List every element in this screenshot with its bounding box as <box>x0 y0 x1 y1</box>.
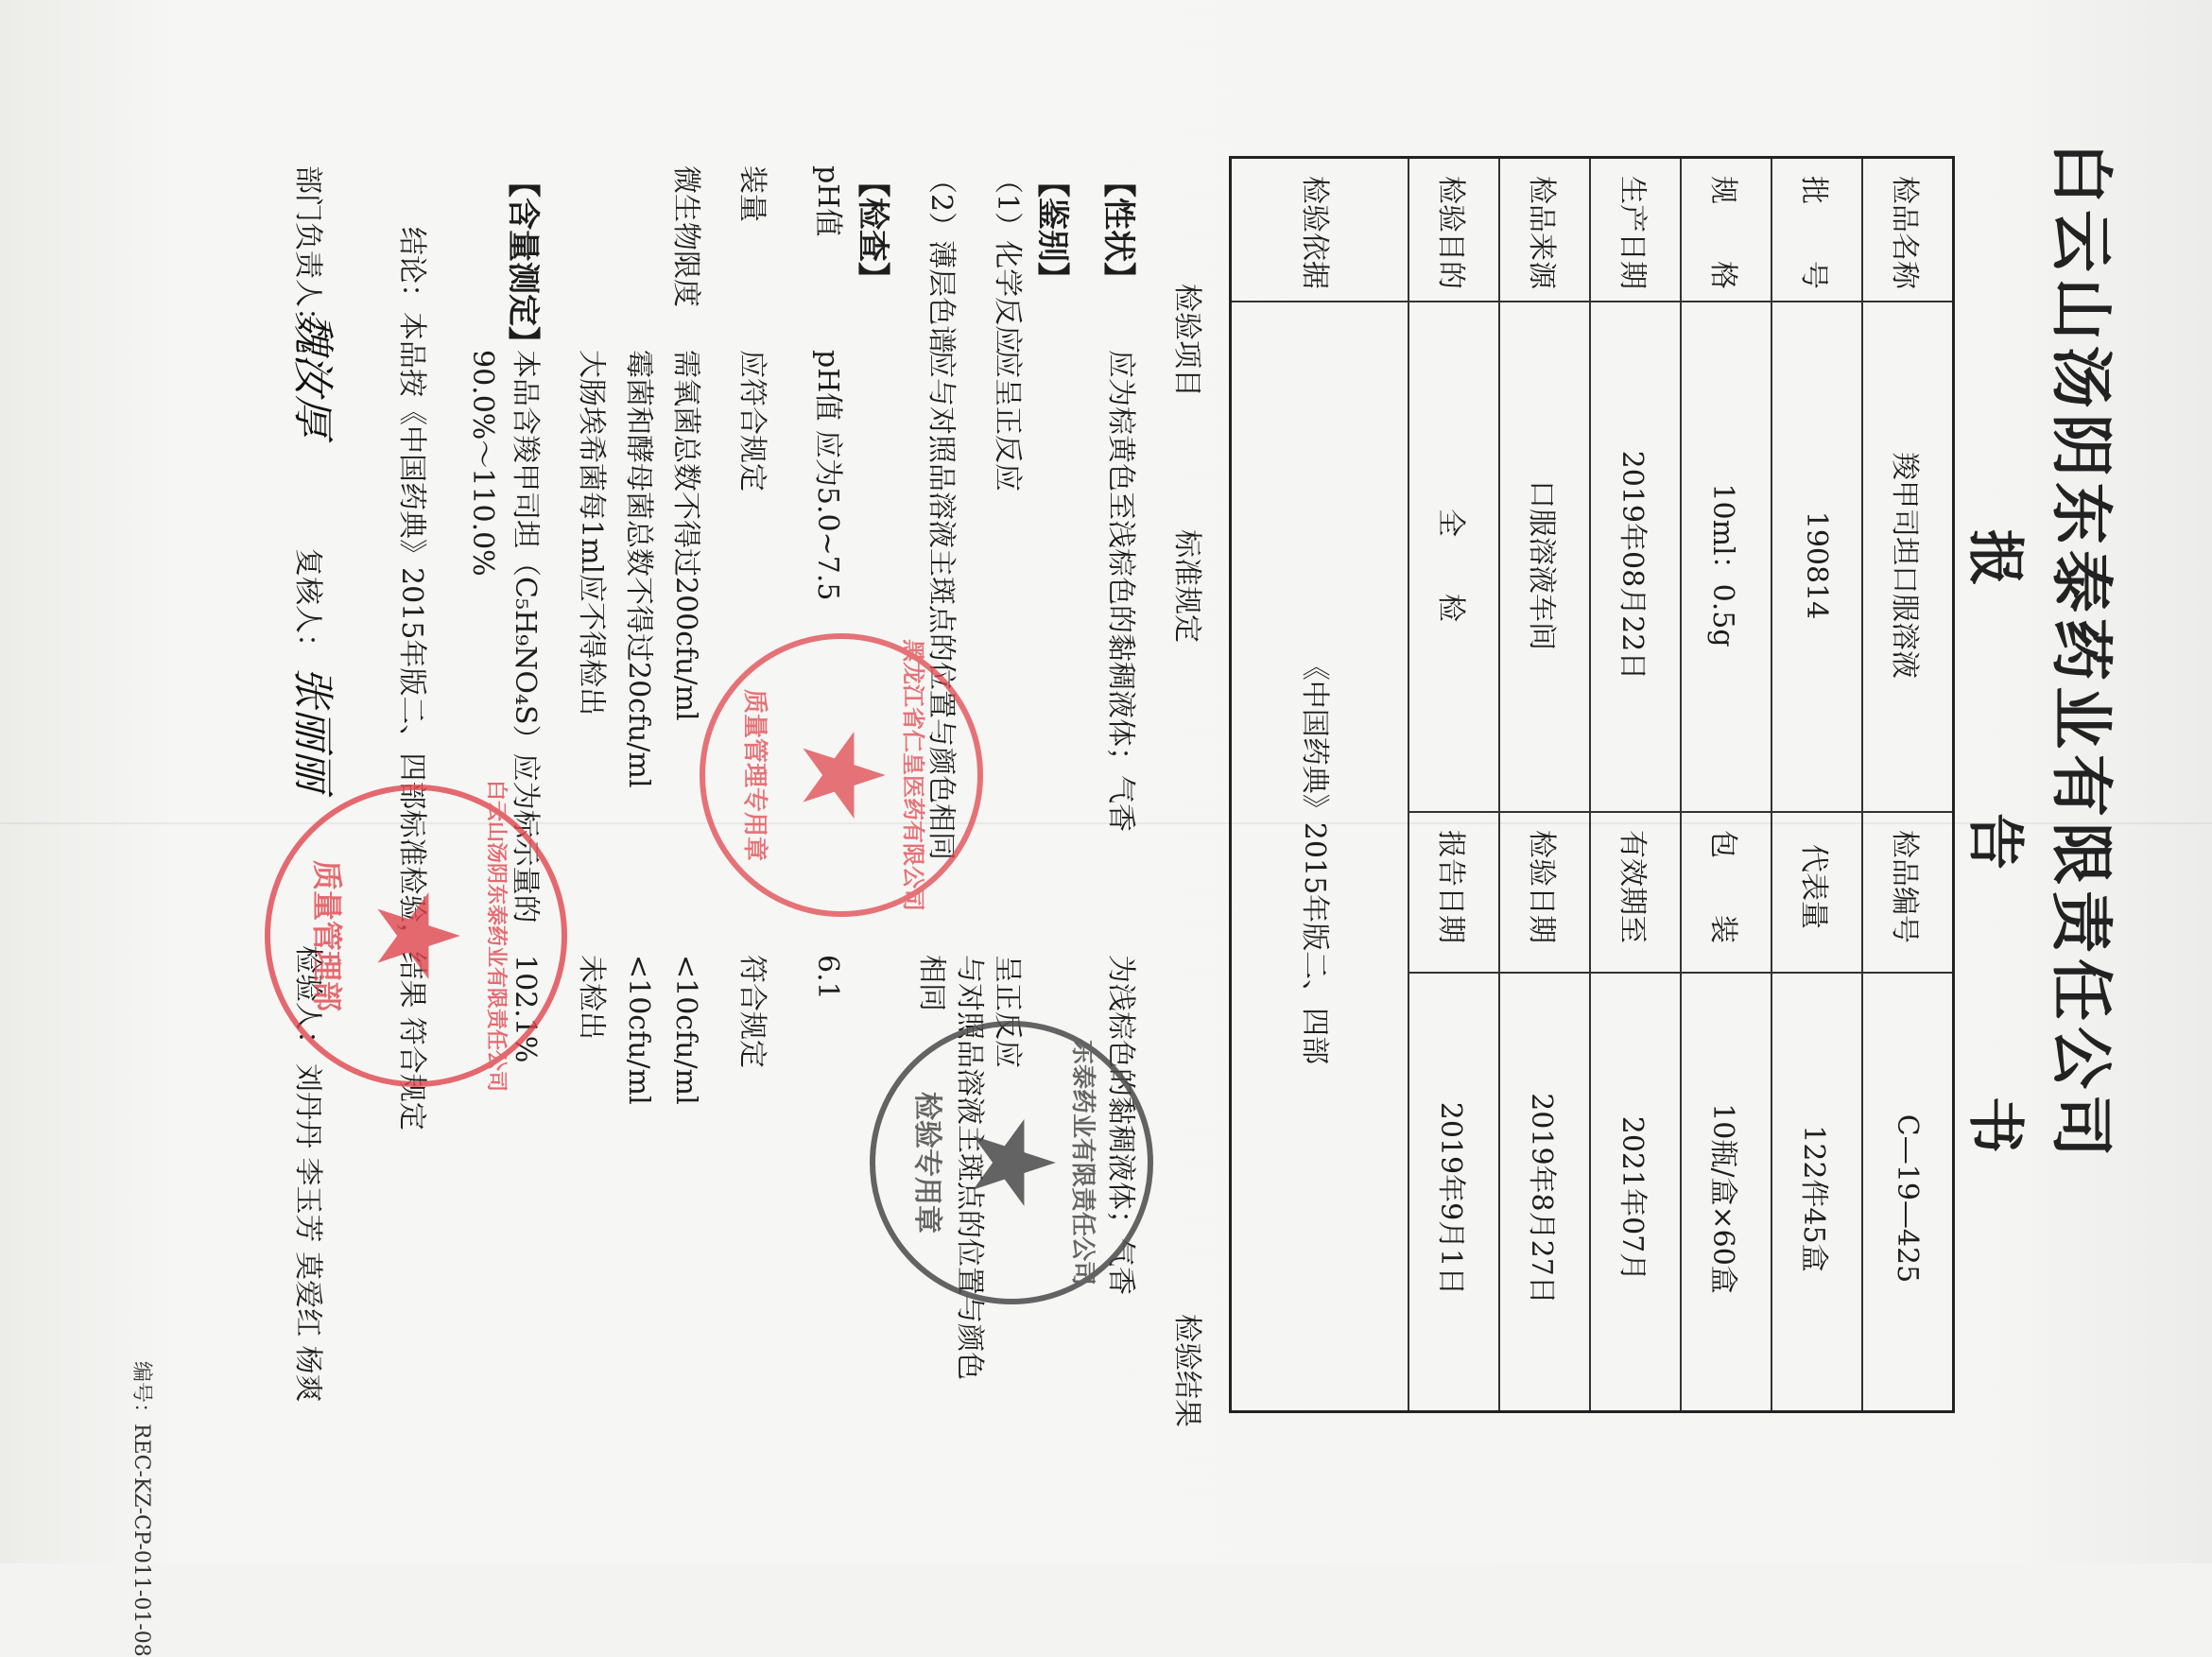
info-row-basis <box>1228 159 1408 1410</box>
standard-text: 需氧菌总数不得过200cfu/ml <box>669 350 702 721</box>
info-value: 10瓶/盒×60盒 <box>1706 1103 1739 1294</box>
seal-star-icon: ★ <box>351 885 482 987</box>
info-label: 检验依据 <box>1298 176 1331 289</box>
info-label: 有效期至 <box>1616 830 1649 943</box>
red-seal-1 <box>700 633 983 917</box>
result-text: 符合规定 <box>735 955 769 1068</box>
item-text: pH值 <box>811 165 844 237</box>
result-text: 未检出 <box>575 955 608 1040</box>
reviewer-signature: 张丽丽 <box>288 666 337 791</box>
inspectors: 刘丹丹 李玉芳 莫爱红 杨爽 <box>291 1063 324 1403</box>
info-label: 检品名称 <box>1888 176 1921 289</box>
dept-head-signature: 魏汝厚 <box>288 312 337 437</box>
info-label: 检品编号 <box>1888 830 1921 943</box>
section-xingzhuang: 【性状】 <box>1099 165 1137 294</box>
standard-text: 大肠埃希菌每1ml应不得检出 <box>575 350 608 716</box>
info-value: 2019年9月1日 <box>1434 1101 1467 1296</box>
standard-text: pH值 应为5.0~7.5 <box>811 350 844 601</box>
info-label: 检验目的 <box>1434 176 1467 289</box>
info-label: 批 号 <box>1797 176 1830 289</box>
section-jianbie: 【鉴别】 <box>1033 165 1071 294</box>
info-row <box>1680 159 1771 1410</box>
seal-text-bottom: 质量管理专用章 <box>740 688 769 862</box>
seal-text-top: 东泰药业有限责任公司 <box>1068 1039 1097 1286</box>
standard-text: 应符合规定 <box>735 350 769 492</box>
info-value: 190814 <box>1800 510 1834 620</box>
info-value: 羧甲司坦口服溶液 <box>1888 452 1921 679</box>
col-heading-standard: 标准规定 <box>1170 529 1203 643</box>
seal-text-bottom: 质量管理部 <box>308 859 345 1012</box>
item-text: （2）薄层色谱 <box>925 165 958 354</box>
info-value: 2019年08月22日 <box>1616 450 1649 681</box>
standard-text: 应与对照品溶液主斑点的位置与颜色相同 <box>925 350 958 860</box>
result-text: 102.1% <box>509 955 542 1063</box>
reviewer-label: 复核人： <box>291 548 324 662</box>
section-hanliang: 【含量测定】 <box>504 165 542 358</box>
result-text: 呈正反应 <box>991 955 1024 1068</box>
document-code: 编号：REC-KZ-CP-011-01-08 <box>130 1361 153 1657</box>
info-label: 检品来源 <box>1525 176 1558 289</box>
result-text: 为浅棕色的黏稠液体；气香 <box>1104 955 1137 1295</box>
standard-text: 90.0%～110.0% <box>466 350 499 577</box>
result-text: <10cfu/ml <box>622 955 655 1105</box>
standard-text: 应为棕黄色至浅棕色的黏稠液体；气香 <box>1104 350 1137 832</box>
item-text: 装量 <box>735 165 769 222</box>
item-text: （1）化学反应 <box>991 165 1024 354</box>
info-label: 规 格 <box>1706 176 1739 289</box>
company-name: 白云山汤阴东泰药业有限责任公司 <box>2045 142 2118 1163</box>
info-value: 2019年8月27日 <box>1525 1093 1558 1304</box>
info-row <box>1498 159 1589 1410</box>
info-value: 122件45盒 <box>1797 1125 1830 1272</box>
section-jiancha: 【检查】 <box>854 165 891 294</box>
col-heading-result: 检验结果 <box>1170 1314 1203 1427</box>
info-label: 检验日期 <box>1525 830 1558 943</box>
info-label: 包 装 <box>1706 830 1739 943</box>
report-heading: 报告书 <box>1961 529 2028 1380</box>
info-value: 10ml：0.5g <box>1706 483 1739 647</box>
item-text: 微生物限度 <box>669 165 702 307</box>
standard-text: 应呈正反应 <box>991 350 1024 492</box>
conclusion: 结论：本品按《中国药典》2015年版二、四部标准检验，结果 符合规定 <box>395 227 428 1131</box>
info-value: C—19—425 <box>1891 1113 1925 1284</box>
dept-head-label: 部门负责人： <box>291 165 324 336</box>
inspector-label: 检验人： <box>291 945 324 1059</box>
standard-text: 本品含羧甲司坦（C₅H₉NO₄S）应为标示量的 <box>509 350 542 923</box>
info-row <box>1408 159 1498 1410</box>
info-value: 全 检 <box>1434 509 1467 622</box>
info-row <box>1589 159 1680 1410</box>
report-info-table <box>1229 156 1955 1413</box>
info-value: 口服溶液车间 <box>1525 480 1558 650</box>
standard-text: 霉菌和酵母菌总数不得过20cfu/ml <box>622 350 655 788</box>
info-value: 《中国药典》2015年版二、四部 <box>1298 651 1331 1065</box>
result-text: <10cfu/ml <box>669 955 702 1105</box>
info-row <box>1861 159 1952 1410</box>
result-text: 与对照品溶液主斑点的位置与颜色 <box>953 955 986 1380</box>
info-label: 报告日期 <box>1434 830 1467 943</box>
info-value: 2021年07月 <box>1616 1115 1649 1282</box>
col-heading-item: 检验项目 <box>1170 284 1203 397</box>
seal-star-icon: ★ <box>776 724 907 826</box>
info-label: 生产日期 <box>1616 176 1649 289</box>
result-text: 6.1 <box>811 955 844 1000</box>
seal-text-top: 黑龙江省仁皇医药有限公司 <box>900 639 927 911</box>
red-seal-2 <box>265 779 567 1093</box>
seal-star-icon: ★ <box>946 1112 1078 1214</box>
info-row <box>1771 159 1861 1410</box>
seal-text-top: 白云山汤阴东泰药业有限责任公司 <box>484 779 510 1093</box>
inspection-seal <box>870 1021 1153 1304</box>
result-text: 相同 <box>915 955 948 1011</box>
seal-text-bottom: 检验专用章 <box>910 1092 943 1234</box>
info-label: 代表量 <box>1797 844 1830 929</box>
